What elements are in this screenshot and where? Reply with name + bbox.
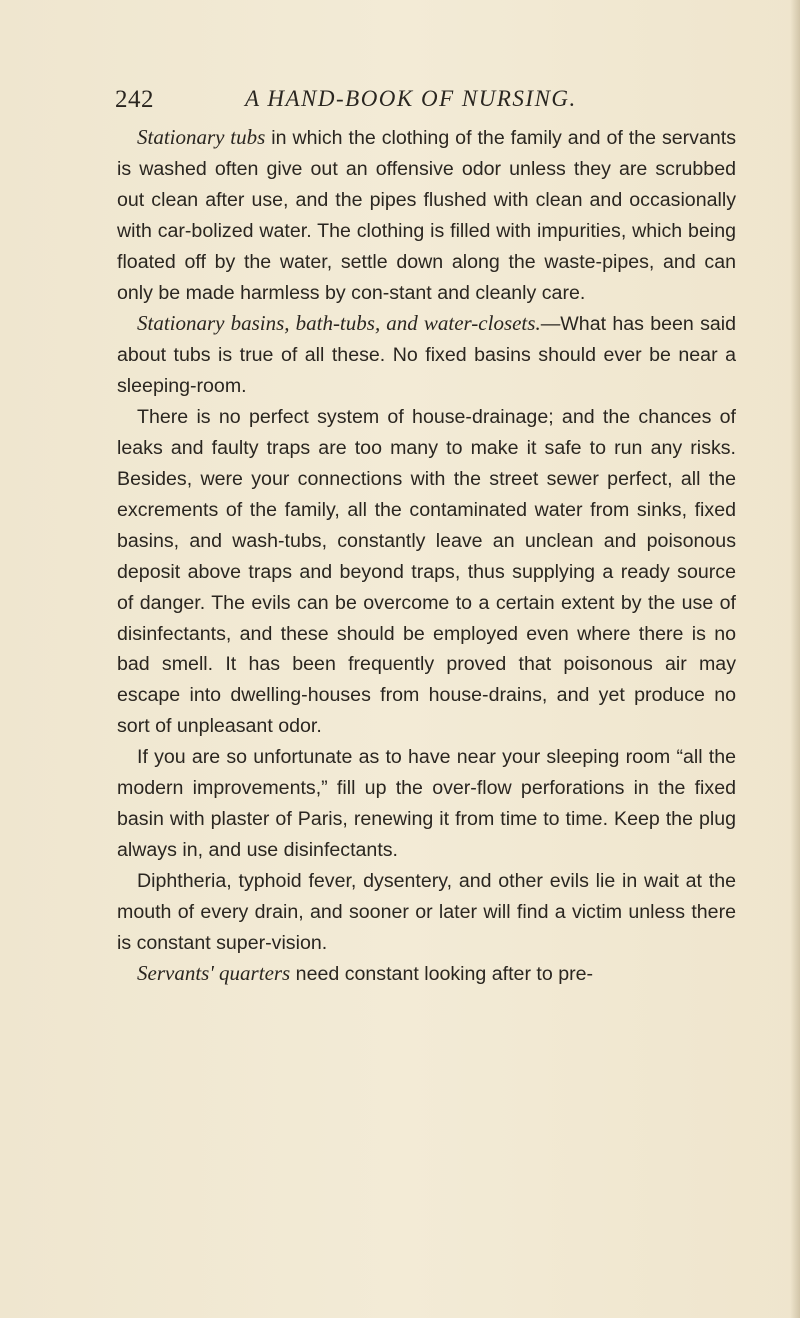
paragraph-diphtheria (117, 866, 736, 959)
page-edge-shadow (790, 0, 800, 1318)
paragraph-text: —What has been said about tubs is true of all these. No fixed basins should ever be near a sleeping-room. (117, 313, 737, 398)
page-number: 242 (115, 86, 154, 113)
paragraph-improvements (117, 742, 736, 866)
running-title: A HAND-BOOK OF NURSING. (245, 86, 577, 111)
paragraph-lead: Stationary basins, bath-tubs, and water-closets. (137, 311, 541, 336)
paragraph-basins (117, 308, 736, 402)
paragraph-text: If you are so unfortunate as to have near your sleeping room “all the modern improvements,” fill up the over-flow perforations in the fixed basin with plaster of Paris, renewing it from time to time. Keep the plug always in, and use disinfectants. (117, 746, 736, 861)
paragraph-text: There is no perfect system of house-drainage; and the chances of leaks and faulty traps are too many to make it safe to run any risks. Besides, were your connections with the street sewer perfect, all the excrements of the family, all the contaminated water from sinks, fixed basins, and wash-tubs, constantly leave an unclean and poisonous deposit above traps and beyond traps, thus supplying a ready source of danger. The evils can be overcome to a certain extent by the use of disinfectants, and these should be employed even where there is no bad smell. It has been frequently proved that poisonous air may escape into dwelling-houses from house-drains, and yet produce no sort of unpleasant odor. (117, 406, 736, 738)
paragraph-lead: Servants' quarters (137, 961, 291, 986)
paragraph-text: in which the clothing of the family and of the servants is washed often give out an offensive odor unless they are scrubbed out clean after use, and the pipes flushed with clean and occasionally with car-bolized water. The clothing is filled with impurities, which being floated off by the water, settle down along the waste-pipes, and can only be made harmless by con-stant and cleanly care. (117, 127, 736, 304)
paragraph-servants (117, 958, 736, 990)
body-text (117, 122, 736, 990)
paragraph-stationary-tubs (117, 122, 736, 308)
paragraph-text: Diphtheria, typhoid fever, dysentery, and other evils lie in wait at the mouth of every drain, and sooner or later will find a victim unless there is constant super-vision. (117, 869, 736, 954)
paragraph-drainage (117, 402, 736, 742)
paragraph-lead: Stationary tubs (137, 125, 266, 149)
page-header (115, 86, 715, 116)
paragraph-text: need constant looking after to pre- (290, 963, 594, 986)
